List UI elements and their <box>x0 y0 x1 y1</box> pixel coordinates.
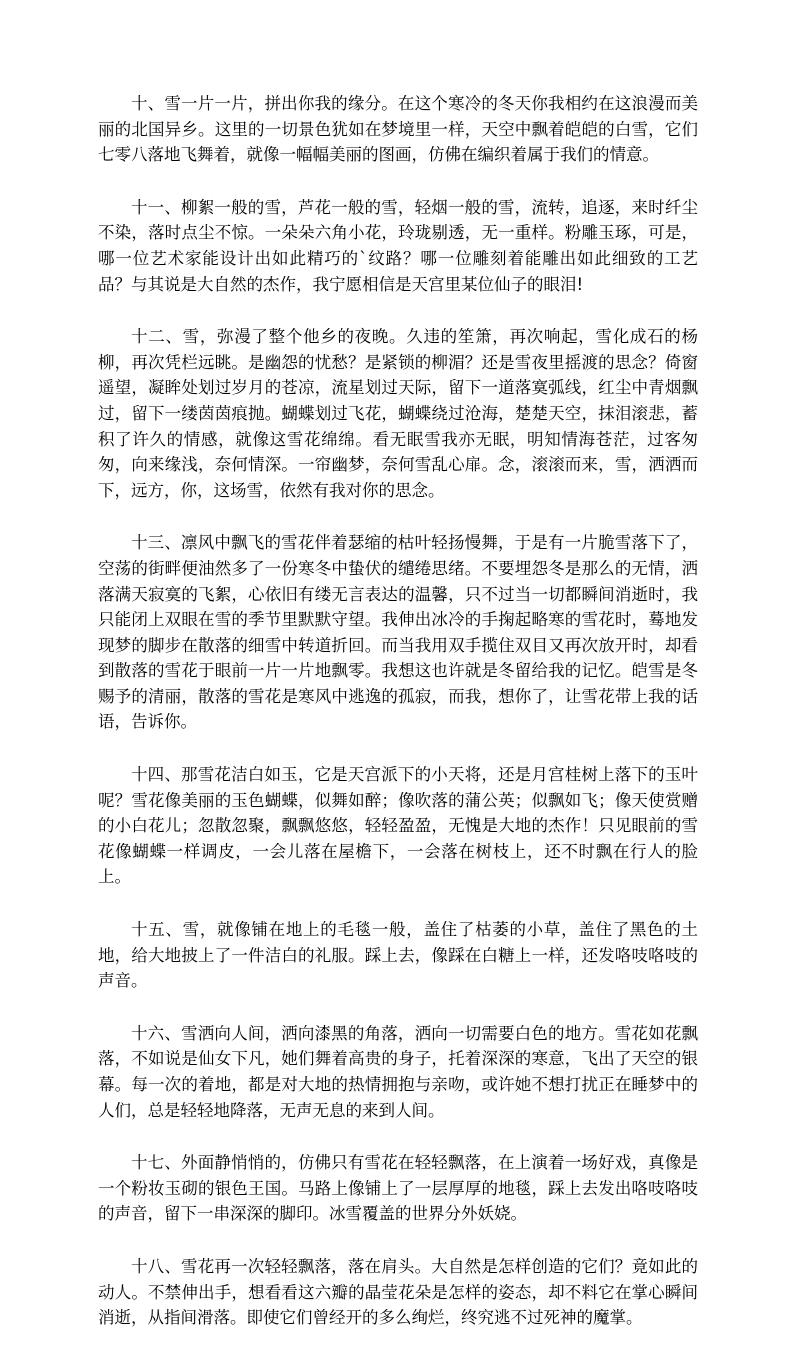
paragraph-13: 十三、凛风中飘飞的雪花伴着瑟缩的枯叶轻扬慢舞，于是有一片脆雪落下了，空荡的街畔便油然多了一份寒冬中蛰伏的缱绻思绪。不要埋怨冬是那么的无情，洒落满天寂寞的飞絮，心依旧有缕无言表达的温馨，只不过当一切都瞬间消逝时，我只能闭上双眼在雪的季节里默默守望。我伸出冰冷的手掬起略寒的雪花时，蓦地发现梦的脚步在散落的细雪中转道折回。而当我用双手揽住双目又再次放开时，却看到散落的雪花于眼前一片一片地飘零。我想这也许就是冬留给我的记忆。皑雪是冬赐予的清丽，散落的雪花是寒风中逃逸的孤寂，而我，想你了，让雪花带上我的话语，告诉你。 <box>98 533 698 732</box>
document-body <box>98 91 698 1358</box>
paragraph-16: 十六、雪洒向人间，洒向漆黑的角落，洒向一切需要白色的地方。雪花如花飘落，不如说是仙女下凡，她们舞着高贵的身子，托着深深的寒意，飞出了天空的银幕。每一次的着地，都是对大地的热情拥抱与亲吻，或许她不想打扰正在睡梦中的人们，总是轻轻地降落，无声无息的来到人间。 <box>98 1023 698 1120</box>
paragraph-11: 十一、柳絮一般的雪，芦花一般的雪，轻烟一般的雪，流转，追逐，来时纤尘不染，落时点尘不惊。一朵朵六角小花，玲珑剔透，无一重样。粉雕玉琢，可是，哪一位艺术家能设计出如此精巧的`纹路？哪一位雕刻着能雕出如此细致的工艺品？与其说是大自然的杰作，我宁愿相信是天宫里某位仙子的眼泪! <box>98 197 698 294</box>
paragraph-17: 十七、外面静悄悄的，仿佛只有雪花在轻轻飘落，在上演着一场好戏，真像是一个粉妆玉砌的银色王国。马路上像铺上了一层厚厚的地毯，踩上去发出咯吱咯吱的声音，留下一串深深的脚印。冰雪覆盖的世界分外妖娆。 <box>98 1153 698 1224</box>
paragraph-10: 十、雪一片一片，拼出你我的缘分。在这个寒冷的冬天你我相约在这浪漫而美丽的北国异乡。这里的一切景色犹如在梦境里一样，天空中飘着皑皑的白雪，它们七零八落地飞舞着，就像一幅幅美丽的图画，仿佛在编织着属于我们的情意。 <box>98 94 698 165</box>
paragraph-12: 十二、雪，弥漫了整个他乡的夜晚。久违的笙箫，再次响起，雪化成石的杨柳，再次凭栏远眺。是幽怨的忧愁？是紧锁的柳湄？还是雪夜里摇渡的思念？倚窗遥望，凝眸处划过岁月的苍凉，流星划过天际，留下一道落寞弧线，红尘中青烟飘过，留下一缕茵茵痕抛。蝴蝶划过飞花，蝴蝶绕过沧海，楚楚天空，抹泪滚悲，蓄积了许久的情感，就像这雪花绵绵。看无眠雪我亦无眠，明知情海苍茫，过客匆匆，向来缘浅，奈何情深。一帘幽梦，奈何雪乱心扉。念，滚滚而来，雪，洒洒而下，远方，你，这场雪，依然有我对你的思念。 <box>98 327 698 500</box>
paragraph-15: 十五、雪，就像铺在地上的毛毯一般，盖住了枯萎的小草，盖住了黑色的土地，给大地披上了一件洁白的礼服。踩上去，像踩在白糖上一样，还发咯吱咯吱的声音。 <box>98 920 698 991</box>
paragraph-18: 十八、雪花再一次轻轻飘落，落在肩头。大自然是怎样创造的它们？竟如此的动人。不禁伸出手，想看看这六瓣的晶莹花朵是怎样的姿态，却不料它在掌心瞬间消逝，从指间滑落。即使它们曾经开的多么绚烂，终究逃不过死神的魔掌。 <box>98 1256 698 1328</box>
paragraph-14: 十四、那雪花洁白如玉，它是天宫派下的小天将，还是月宫桂树上落下的玉叶呢？雪花像美丽的玉色蝴蝶，似舞如醉；像吹落的蒲公英；似飘如飞；像天使赏赠的小白花儿；忽散忽聚，飘飘悠悠，轻轻盈盈，无愧是大地的杰作！只见眼前的雪花像蝴蝶一样调皮，一会儿落在屋檐下，一会落在树枝上，还不时飘在行人的脸上。 <box>98 765 698 887</box>
